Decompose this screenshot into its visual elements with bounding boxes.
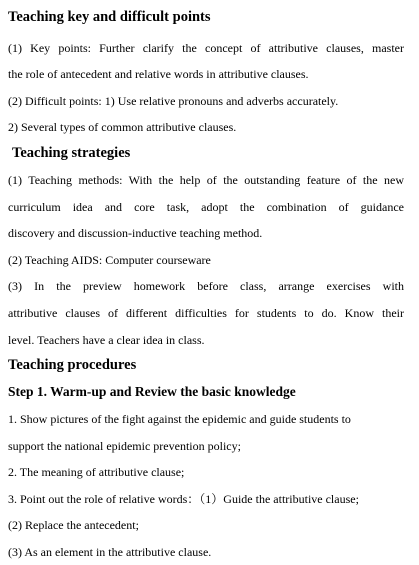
section-heading-teaching-procedures: Teaching procedures	[8, 357, 137, 373]
teaching-methods-line-1: (1) Teaching methods: With the help of the outstanding feature of the new	[8, 173, 404, 187]
step-1-item-3: 3. Point out the role of relative words：（1）Guide the attributive clause;	[8, 492, 359, 506]
section-heading-teaching-strategies: Teaching strategies	[12, 145, 131, 161]
preview-homework-line-1: (3) In the preview homework before class, arrange exercises with	[8, 279, 404, 293]
step-1-heading: Step 1. Warm-up and Review the basic knowledge	[8, 384, 296, 399]
key-points-line-1: (1) Key points: Further clarify the concept of attributive clauses, master	[8, 41, 404, 55]
section-heading-key-difficult-points: Teaching key and difficult points	[8, 9, 211, 25]
key-points-line-2: the role of antecedent and relative words in attributive clauses.	[8, 67, 309, 81]
step-1-item-2: 2. The meaning of attributive clause;	[8, 465, 185, 479]
step-1-item-3-sub-2: (2) Replace the antecedent;	[8, 518, 139, 532]
step-1-item-1-line-2: support the national epidemic prevention policy;	[8, 439, 241, 453]
step-1-item-3-sub-3: (3) As an element in the attributive clause.	[8, 545, 212, 559]
teaching-methods-line-3: discovery and discussion-inductive teaching method.	[8, 226, 263, 240]
preview-homework-line-2: attributive clauses of different difficulties for students to do. Know their	[8, 306, 404, 320]
step-1-item-1-line-1: 1. Show pictures of the fight against the epidemic and guide students to	[8, 412, 351, 426]
teaching-aids-line: (2) Teaching AIDS: Computer courseware	[8, 253, 211, 267]
teaching-methods-line-2: curriculum idea and core task, adopt the combination of guidance	[8, 200, 404, 214]
several-types-line: 2) Several types of common attributive clauses.	[8, 120, 237, 134]
preview-homework-line-3: level. Teachers have a clear idea in class.	[8, 333, 205, 347]
difficult-points-line: (2) Difficult points: 1) Use relative pronouns and adverbs accurately.	[8, 94, 339, 108]
